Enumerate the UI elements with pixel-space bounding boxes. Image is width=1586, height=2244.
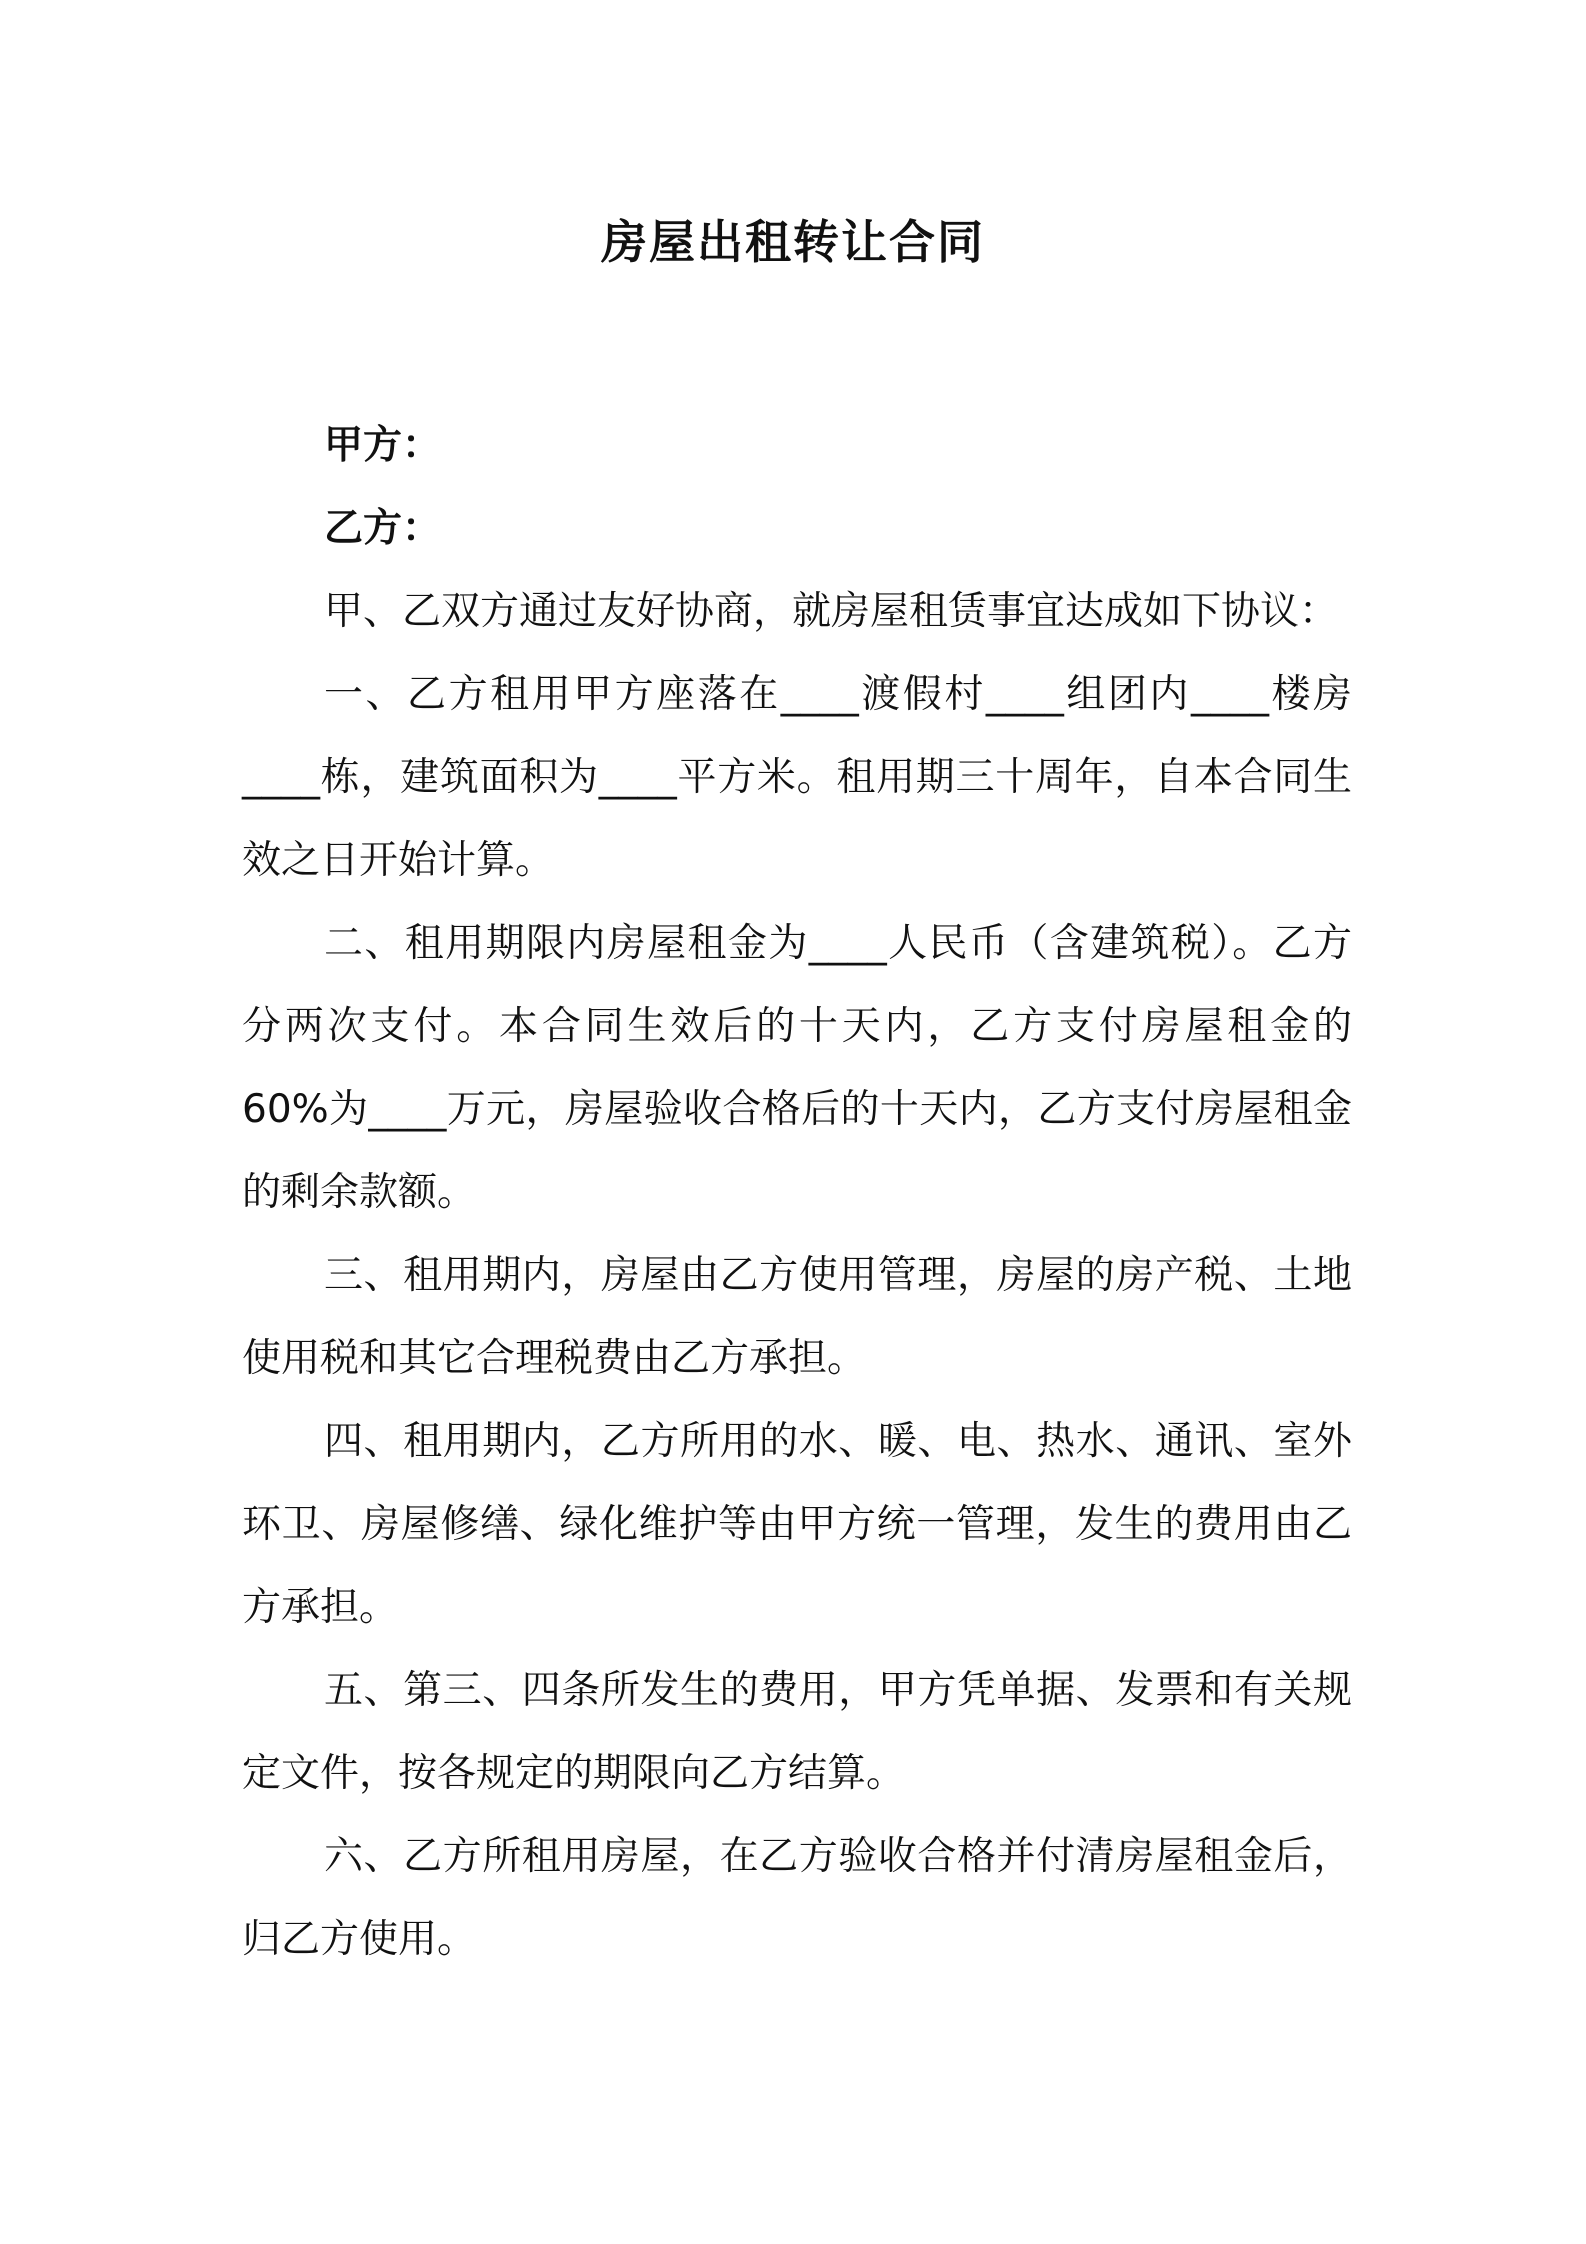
clause-3: 三、租用期内，房屋由乙方使用管理，房屋的房产税、土地使用税和其它合理税费由乙方承担。 bbox=[242, 1253, 1352, 1381]
clause-6: 六、乙方所租用房屋，在乙方验收合格并付清房屋租金后，归乙方使用。 bbox=[242, 1834, 1352, 1962]
clause-5: 五、第三、四条所发生的费用，甲方凭单据、发票和有关规定文件，按各规定的期限向乙方结算。 bbox=[242, 1668, 1352, 1796]
document-body bbox=[242, 404, 1352, 1981]
clause-1: 一、乙方租用甲方座落在____渡假村____组团内____楼房____栋，建筑面积为____平方米。租用期三十周年，自本合同生效之日开始计算。 bbox=[242, 672, 1352, 883]
agreement-intro: 甲、乙双方通过友好协商，就房屋租赁事宜达成如下协议： bbox=[324, 589, 1339, 634]
party-b-label: 乙方： bbox=[324, 506, 442, 551]
clause-4: 四、租用期内，乙方所用的水、暖、电、热水、通讯、室外环卫、房屋修缮、绿化维护等由甲方统一管理，发生的费用由乙方承担。 bbox=[242, 1419, 1352, 1630]
document-title: 房屋出租转让合同 bbox=[601, 215, 985, 269]
party-a-label: 甲方： bbox=[324, 423, 442, 468]
clause-2: 二、租用期限内房屋租金为____人民币（含建筑税）。乙方分两次支付。本合同生效后的十天内，乙方支付房屋租金的 60%为____万元，房屋验收合格后的十天内，乙方支付房屋租金的剩余款额。 bbox=[242, 921, 1352, 1215]
